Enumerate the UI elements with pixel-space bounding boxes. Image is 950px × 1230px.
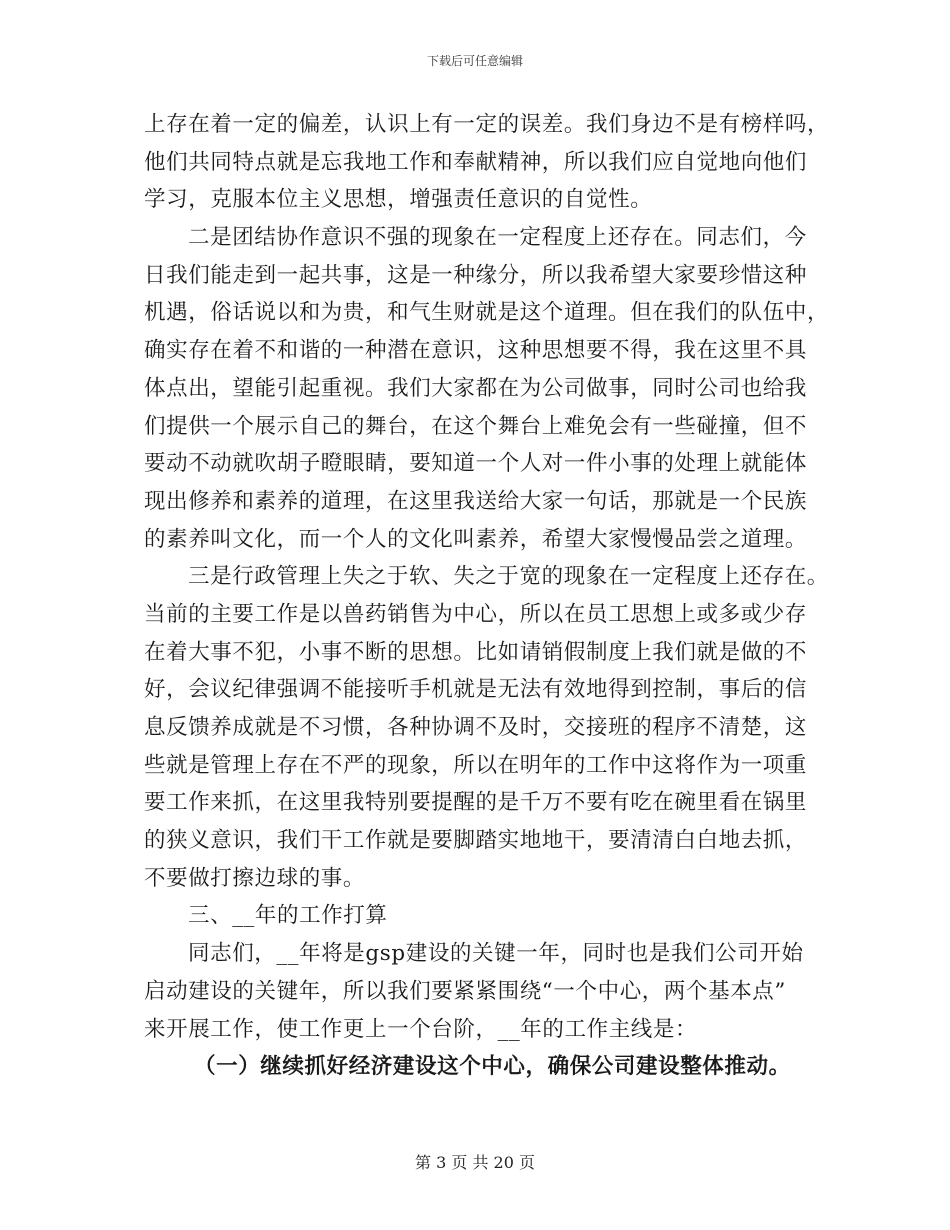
body-line: 机遇，俗话说以和为贵，和气生财就是这个道理。但在我们的队伍中，: [144, 300, 830, 326]
body-line: 日我们能走到一起共事，这是一种缘分，所以我希望大家要珍惜这种: [144, 262, 808, 288]
body-line: 要工作来抓，在这里我特别要提醒的是千万不要有吃在碗里看在锅里: [144, 790, 808, 816]
body-line: 确实存在着不和谐的一种潜在意识，这种思想要不得，我在这里不具: [144, 338, 808, 364]
body-line: 在着大事不犯，小事不断的思想。比如请销假制度上我们就是做的不: [144, 639, 808, 665]
body-line: 当前的主要工作是以兽药销售为中心，所以在员工思想上或多或少存: [144, 601, 808, 627]
body-line: 息反馈养成就是不习惯，各种协调不及时，交接班的程序不清楚，这: [144, 715, 808, 740]
body-line: 学习，克服本位主义思想，增强责任意识的自觉性。: [144, 187, 653, 213]
body-line: 上存在着一定的偏差，认识上有一定的误差。我们身边不是有榜样吗，: [144, 112, 830, 137]
body-line: 些就是管理上存在不严的现象，所以在明年的工作中这将作为一项重: [144, 752, 808, 778]
body-line: 他们共同特点就是忘我地工作和奉献精神，所以我们应自觉地向他们: [144, 149, 808, 175]
section-heading: 三、__年的工作打算: [188, 903, 388, 929]
paragraph-start: 同志们，__年将是gsp建设的关键一年，同时也是我们公司开始: [188, 941, 804, 967]
paragraph-start: 三是行政管理上失之于软、失之于宽的现象在一定程度上还存在。: [188, 564, 829, 590]
body-line: 的狭义意识，我们干工作就是要脚踏实地地干，要清清白白地去抓，: [144, 828, 808, 854]
body-line: 来开展工作，使工作更上一个台阶，__年的工作主线是：: [144, 1016, 698, 1042]
page-number: 第 3 页 共 20 页: [415, 1153, 535, 1172]
body-line: 好，会议纪律强调不能接听手机就是无法有效地得到控制，事后的信: [144, 677, 808, 703]
document-body: [144, 106, 830, 1086]
subsection-heading: （一）继续抓好经济建设这个中心，确保公司建设整体推动。: [194, 1054, 791, 1080]
body-line: 要动不动就吹胡子瞪眼睛，要知道一个人对一件小事的处理上就能体: [144, 451, 808, 477]
body-line: 不要做打擦边球的事。: [144, 865, 366, 891]
body-line: 们提供一个展示自己的舞台，在这个舞台上难免会有一些碰撞，但不: [144, 413, 808, 439]
body-line: 启动建设的关键年，所以我们要紧紧围绕“一个中心，两个基本点”: [144, 978, 786, 1004]
body-line: 体点出，望能引起重视。我们大家都在为公司做事，同时公司也给我: [144, 375, 808, 401]
body-line: 的素养叫文化，而一个人的文化叫素养，希望大家慢慢品尝之道理。: [144, 526, 808, 552]
page-header: 下载后可任意编辑: [426, 54, 523, 68]
paragraph-start: 二是团结协作意识不强的现象在一定程度上还存在。同志们，今: [188, 225, 807, 251]
body-line: 现出修养和素养的道理，在这里我送给大家一句话，那就是一个民族: [144, 488, 808, 514]
